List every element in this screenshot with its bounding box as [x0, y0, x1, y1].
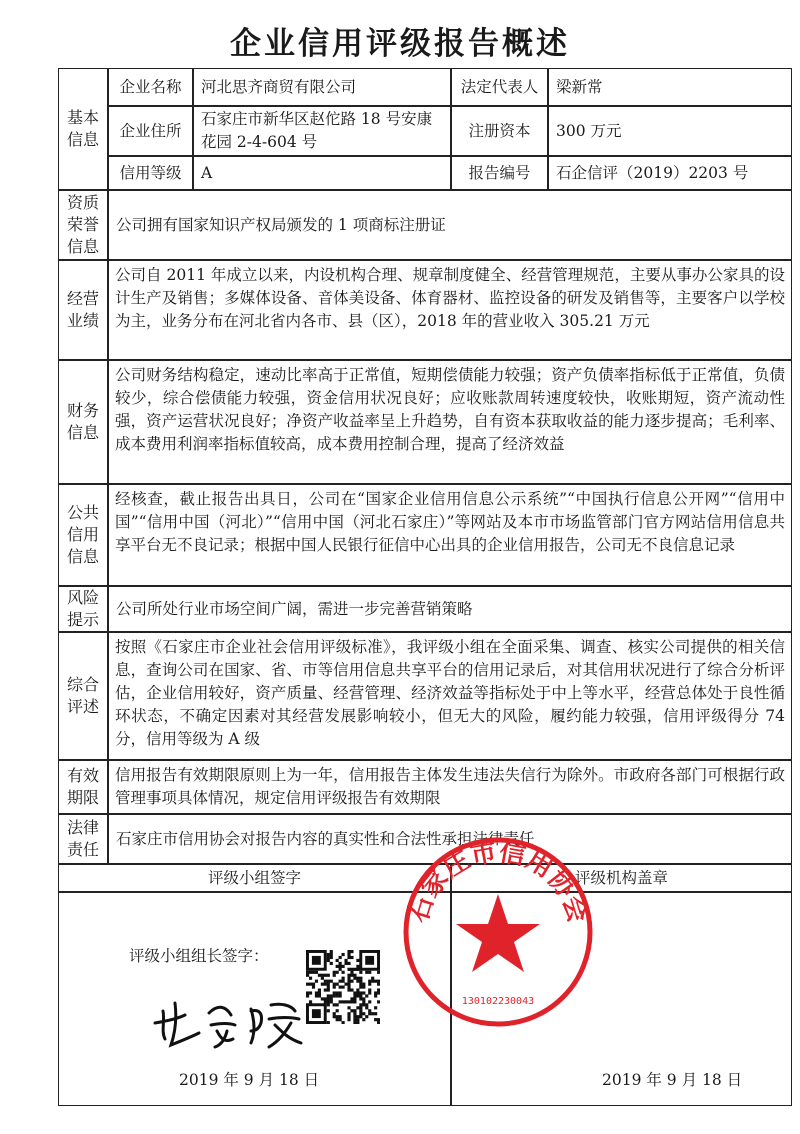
qr-module: [306, 983, 309, 986]
qr-module: [371, 1012, 374, 1015]
qr-module: [362, 991, 365, 994]
qr-module: [365, 1015, 368, 1018]
qr-module: [368, 980, 371, 983]
qr-module: [336, 1018, 339, 1021]
qualification-text: 公司拥有国家知识产权局颁发的 1 项商标注册证: [108, 190, 792, 260]
qr-module: [347, 977, 350, 980]
seal-arc-text: 石家庄市信用协会: [403, 837, 593, 927]
qr-module: [347, 950, 350, 953]
qr-module: [353, 1009, 356, 1012]
qr-module: [359, 986, 362, 989]
section-label-legal: [58, 814, 108, 864]
qr-module: [350, 974, 353, 977]
qr-module: [368, 983, 371, 986]
risk-text: 公司所处行业市场空间广阔，需进一步完善营销策略: [108, 586, 792, 632]
qr-module: [362, 1018, 365, 1021]
section-label-basic: [58, 68, 108, 190]
qr-module: [306, 991, 309, 994]
qr-module: [362, 1000, 365, 1003]
qr-module: [339, 1015, 342, 1018]
qr-module: [327, 956, 330, 959]
legal-rep-label: 法定代表人: [451, 68, 548, 106]
qr-module: [359, 991, 362, 994]
qr-module: [377, 991, 380, 994]
qr-module: [350, 997, 353, 1000]
qr-module: [368, 1000, 371, 1003]
qr-module: [359, 977, 362, 980]
qr-module: [359, 1003, 362, 1006]
qr-module: [350, 1009, 353, 1012]
qr-module: [333, 1015, 336, 1018]
qr-module: [324, 980, 327, 983]
qr-module: [321, 983, 324, 986]
qr-module: [333, 986, 336, 989]
summary-text: 按照《石家庄市企业社会信用评级标准》，我评级小组在全面采集、调查、核实公司提供的相关信息，查询公司在国家、省、市等信用信息共享平台的信用记录后，对其信用状况进行了综合分析评估，企业信用较好，资产质量、经营管理、经济效益等指标处于中上等水平，经营总体处于良性循环状态，不确定因素对其经营发展影响较小，但无大的风险，履约能力较强，信用评级得分 74 分，信用等级为 A 级: [108, 632, 792, 760]
qr-module: [327, 959, 330, 962]
capital-value: 300 万元: [548, 106, 792, 156]
qr-module: [356, 977, 359, 980]
qr-module: [377, 1018, 380, 1021]
qr-module: [324, 1000, 327, 1003]
qr-module: [339, 968, 342, 971]
qr-module: [339, 1000, 342, 1003]
qr-module: [312, 971, 315, 974]
section-label-summary: [58, 632, 108, 760]
qr-module: [327, 997, 330, 1000]
qr-module: [333, 1003, 336, 1006]
qr-module: [368, 1012, 371, 1015]
qr-module: [330, 953, 333, 956]
qr-module: [350, 968, 353, 971]
qr-module: [330, 950, 333, 953]
qr-module: [347, 986, 350, 989]
qr-module: [330, 956, 333, 959]
qr-module: [347, 1012, 350, 1015]
qr-module: [359, 1006, 362, 1009]
qr-module: [353, 994, 356, 997]
qr-module: [353, 974, 356, 977]
company-name-label: 企业名称: [108, 68, 193, 106]
qr-module: [377, 1000, 380, 1003]
qr-module: [336, 959, 339, 962]
qr-module: [353, 1012, 356, 1015]
label-text: 公共信用信息: [66, 503, 99, 566]
qr-module: [353, 991, 356, 994]
qr-module: [327, 953, 330, 956]
qr-module: [330, 997, 333, 1000]
qr-module: [309, 983, 312, 986]
signature-date: 2019 年 9 月 18 日: [179, 1071, 320, 1089]
finance-text: 公司财务结构稳定，速动比率高于正常值，短期偿债能力较强；资产负债率指标低于正常值，负债较少，综合偿债能力较强，资金信用状况良好；应收账款周转速度较快，收账期短，资产流动性强，资产运营状况良好；净资产收益率呈上升趋势，自有资本获取收益的能力逐步提高；毛利率、成本费用利润率指标值较高，成本费用控制合理，提高了经济效益: [108, 360, 792, 484]
qr-module: [377, 1021, 380, 1024]
label-text: 财务信息: [66, 401, 99, 442]
qr-module: [324, 974, 327, 977]
signature-area: [58, 892, 451, 1106]
qr-module: [312, 986, 315, 989]
qr-module: [347, 953, 350, 956]
qr-module: [309, 971, 312, 974]
official-seal: [398, 832, 598, 1032]
seal-number: 130102230043: [461, 996, 535, 1007]
qr-module: [336, 991, 339, 994]
qr-module: [306, 971, 309, 974]
qr-module: [347, 1000, 350, 1003]
qr-module: [342, 980, 345, 983]
qr-module: [306, 974, 309, 977]
qr-module: [371, 977, 374, 980]
label-text: 综合评述: [66, 675, 99, 716]
qr-module: [315, 994, 318, 997]
address-label: 企业住所: [108, 106, 193, 156]
company-name-value: 河北思齐商贸有限公司: [193, 68, 451, 106]
qr-module: [339, 1018, 342, 1021]
qr-module: [356, 994, 359, 997]
qr-finder: [312, 956, 321, 965]
stamp-header: 评级机构盖章: [451, 864, 792, 892]
qr-module: [356, 988, 359, 991]
qr-module: [327, 983, 330, 986]
qr-module: [347, 980, 350, 983]
qr-module: [327, 1003, 330, 1006]
qr-module: [347, 1018, 350, 1021]
qr-module: [327, 986, 330, 989]
qr-module: [368, 991, 371, 994]
qr-code-icon: [306, 950, 380, 1024]
qr-module: [324, 997, 327, 1000]
rating-label: 信用等级: [108, 156, 193, 190]
report-no-value: 石企信评（2019）2203 号: [548, 156, 792, 190]
qr-module: [347, 983, 350, 986]
qr-finder: [365, 956, 374, 965]
qr-module: [333, 991, 336, 994]
qr-module: [365, 971, 368, 974]
public-credit-text: 经核查，截止报告出具日，公司在“国家企业信用信息公示系统”“中国执行信息公开网”“信用中国”“信用中国（河北）”“信用中国（河北石家庄）”等网站及本市市场监管部门官方网站信用信息共享平台无不良记录；根据中国人民银行征信中心出具的企业信用报告，公司无不良信息记录: [108, 484, 792, 586]
qr-module: [359, 1012, 362, 1015]
qr-module: [365, 994, 368, 997]
qr-module: [333, 983, 336, 986]
qr-module: [374, 1018, 377, 1021]
qr-module: [368, 1009, 371, 1012]
qr-module: [321, 977, 324, 980]
qr-module: [333, 971, 336, 974]
qr-module: [359, 983, 362, 986]
qr-module: [347, 1015, 350, 1018]
qr-module: [333, 974, 336, 977]
qr-module: [342, 986, 345, 989]
address-value: 石家庄市新华区赵佗路 18 号安康花园 2-4-604 号: [193, 106, 451, 156]
report-no-label: 报告编号: [451, 156, 548, 190]
label-text: 资质荣誉信息: [66, 193, 99, 256]
operations-text: 公司自 2011 年成立以来，内设机构合理、规章制度健全、经营管理规范，主要从事办公家具的设计生产及销售；多媒体设备、音体美设备、体育器材、监控设备的研发及销售等，主要客户以学校为主，业务分布在河北省内各市、县（区），2018 年的营业收入 305.21 万元: [108, 260, 792, 360]
qr-module: [359, 1009, 362, 1012]
stamp-date: 2019 年 9 月 18 日: [602, 1071, 743, 1089]
section-label-finance: [58, 360, 108, 484]
qr-module: [377, 983, 380, 986]
qr-module: [353, 997, 356, 1000]
label-text: 经营业绩: [66, 289, 99, 330]
qr-module: [350, 950, 353, 953]
qr-module: [353, 1015, 356, 1018]
qr-module: [321, 997, 324, 1000]
qr-module: [374, 1006, 377, 1009]
qr-module: [371, 980, 374, 983]
rating-value: A: [193, 156, 451, 190]
qr-module: [339, 994, 342, 997]
qr-module: [347, 956, 350, 959]
signature-group-header: 评级小组签字: [58, 864, 451, 892]
qr-module: [353, 977, 356, 980]
qr-module: [344, 1000, 347, 1003]
qr-module: [359, 980, 362, 983]
label-text: 法律责任: [66, 818, 99, 859]
qr-module: [344, 959, 347, 962]
qr-module: [336, 994, 339, 997]
qr-module: [309, 991, 312, 994]
qr-module: [324, 983, 327, 986]
qr-module: [353, 1018, 356, 1021]
qr-module: [333, 994, 336, 997]
label-text: 风险提示: [66, 588, 99, 629]
qr-module: [327, 1000, 330, 1003]
qr-module: [342, 965, 345, 968]
qr-module: [339, 991, 342, 994]
qr-module: [327, 1009, 330, 1012]
qr-module: [362, 1012, 365, 1015]
qr-module: [368, 988, 371, 991]
qr-module: [356, 959, 359, 962]
section-label-operations: [58, 260, 108, 360]
qr-module: [356, 980, 359, 983]
qr-module: [359, 1015, 362, 1018]
seal-star-icon: [456, 894, 540, 972]
qr-module: [324, 988, 327, 991]
qr-module: [333, 1012, 336, 1015]
qr-module: [356, 965, 359, 968]
qr-module: [359, 994, 362, 997]
section-label-qualification: [58, 190, 108, 260]
qr-module: [353, 1021, 356, 1024]
qr-module: [362, 983, 365, 986]
qr-module: [356, 991, 359, 994]
qr-module: [339, 956, 342, 959]
qr-module: [318, 988, 321, 991]
qr-module: [342, 953, 345, 956]
qr-module: [374, 980, 377, 983]
qr-module: [330, 1000, 333, 1003]
qr-module: [362, 1003, 365, 1006]
qr-module: [312, 983, 315, 986]
qr-module: [356, 968, 359, 971]
section-label-public-credit: [58, 484, 108, 586]
qr-module: [347, 962, 350, 965]
qr-module: [368, 971, 371, 974]
qr-module: [336, 1003, 339, 1006]
qr-module: [342, 971, 345, 974]
qr-module: [339, 980, 342, 983]
qr-module: [347, 974, 350, 977]
qr-module: [327, 974, 330, 977]
qr-module: [359, 997, 362, 1000]
qr-module: [336, 971, 339, 974]
qr-module: [306, 994, 309, 997]
qr-module: [327, 988, 330, 991]
qr-module: [336, 983, 339, 986]
qr-module: [374, 1012, 377, 1015]
qr-module: [377, 988, 380, 991]
section-label-risk: [58, 586, 108, 632]
qr-module: [336, 1015, 339, 1018]
qr-module: [315, 991, 318, 994]
qr-module: [356, 1015, 359, 1018]
qr-module: [330, 994, 333, 997]
qr-module: [374, 994, 377, 997]
handwritten-signature: [151, 993, 321, 1053]
qr-module: [350, 988, 353, 991]
qr-module: [342, 1000, 345, 1003]
qr-module: [353, 968, 356, 971]
qr-module: [330, 980, 333, 983]
qr-module: [315, 971, 318, 974]
qr-module: [356, 1018, 359, 1021]
qr-module: [344, 983, 347, 986]
qr-module: [356, 1006, 359, 1009]
qr-module: [350, 971, 353, 974]
qr-module: [377, 980, 380, 983]
qr-module: [339, 986, 342, 989]
qr-module: [321, 974, 324, 977]
label-text: 有效期限: [66, 766, 99, 807]
qr-module: [374, 991, 377, 994]
legal-text: 石家庄市信用协会对报告内容的真实性和合法性承担法律责任: [108, 814, 792, 864]
qr-module: [347, 1006, 350, 1009]
qr-module: [350, 980, 353, 983]
section-label-validity: [58, 760, 108, 814]
qr-module: [318, 991, 321, 994]
qr-module: [309, 977, 312, 980]
qr-module: [377, 971, 380, 974]
legal-rep-value: 梁新常: [548, 68, 792, 106]
qr-module: [344, 962, 347, 965]
qr-module: [327, 980, 330, 983]
qr-module: [339, 962, 342, 965]
capital-label: 注册资本: [451, 106, 548, 156]
qr-module: [315, 980, 318, 983]
qr-module: [318, 974, 321, 977]
qr-module: [336, 1009, 339, 1012]
qr-module: [362, 986, 365, 989]
qr-module: [336, 965, 339, 968]
leader-sign-label: 评级小组组长签字：: [129, 947, 269, 965]
qr-module: [353, 1000, 356, 1003]
qr-module: [356, 1021, 359, 1024]
qr-module: [347, 988, 350, 991]
qr-module: [339, 965, 342, 968]
label-text: 基本信息: [66, 108, 99, 149]
qr-module: [318, 994, 321, 997]
qr-module: [362, 997, 365, 1000]
qr-module: [365, 1003, 368, 1006]
validity-text: 信用报告有效期限原则上为一年，信用报告主体发生违法失信行为除外。市政府各部门可根据行政管理事项具体情况，规定信用评级报告有效期限: [108, 760, 792, 814]
qr-module: [309, 1000, 312, 1003]
qr-module: [327, 994, 330, 997]
qr-module: [327, 1021, 330, 1024]
qr-finder: [312, 1009, 321, 1018]
qr-module: [359, 971, 362, 974]
qr-module: [330, 962, 333, 965]
qr-module: [365, 1006, 368, 1009]
qr-module: [347, 968, 350, 971]
qr-module: [350, 1000, 353, 1003]
qr-module: [350, 956, 353, 959]
qr-module: [342, 1021, 345, 1024]
qr-module: [342, 977, 345, 980]
page-title: 企业信用评级报告概述: [230, 26, 570, 62]
